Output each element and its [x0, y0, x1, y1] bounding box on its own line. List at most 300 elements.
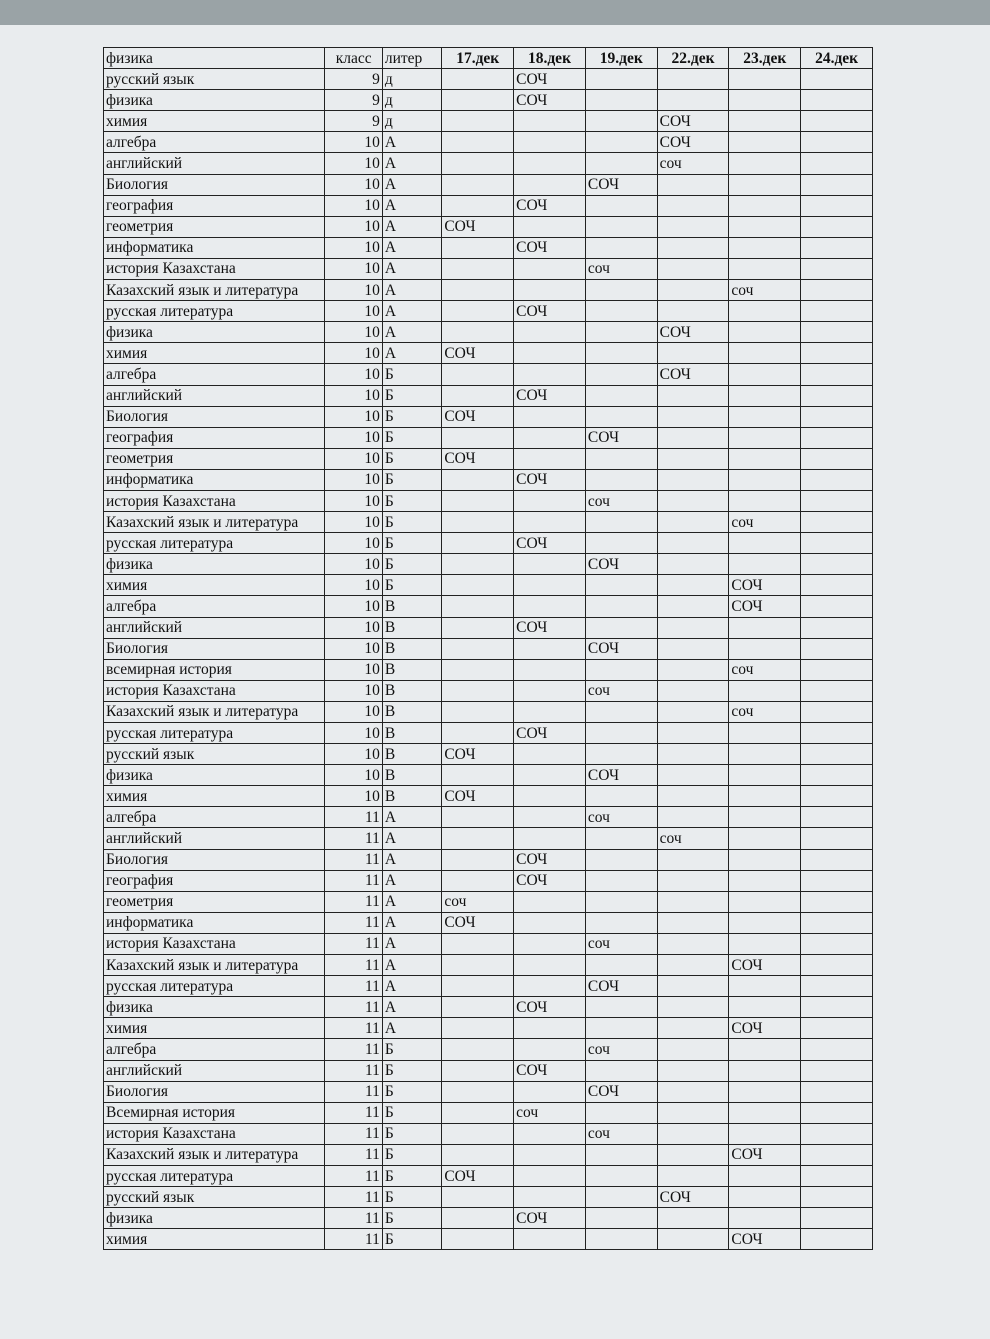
exam-cell — [729, 617, 801, 638]
class-cell: 10 — [325, 132, 382, 153]
exam-cell — [585, 533, 657, 554]
exam-cell — [442, 554, 514, 575]
exam-cell — [585, 512, 657, 533]
exam-cell — [801, 955, 873, 976]
exam-cell — [801, 723, 873, 744]
subject-cell: география — [104, 427, 325, 448]
exam-cell: СОЧ — [585, 174, 657, 195]
exam-cell — [514, 933, 586, 954]
table-row — [104, 955, 873, 976]
exam-cell — [729, 533, 801, 554]
exam-cell — [657, 1102, 729, 1123]
table-row — [104, 90, 873, 111]
table-row — [104, 744, 873, 765]
table-row — [104, 807, 873, 828]
exam-cell — [442, 701, 514, 722]
liter-cell: Б — [382, 1144, 441, 1165]
exam-cell — [729, 723, 801, 744]
subject-cell: история Казахстана — [104, 933, 325, 954]
class-cell: 10 — [325, 744, 382, 765]
exam-cell — [729, 1123, 801, 1144]
class-cell: 11 — [325, 1018, 382, 1039]
table-row — [104, 997, 873, 1018]
liter-cell: А — [382, 870, 441, 891]
exam-cell — [657, 406, 729, 427]
class-cell: 10 — [325, 786, 382, 807]
exam-cell — [729, 258, 801, 279]
exam-cell — [729, 69, 801, 90]
exam-cell — [729, 364, 801, 385]
exam-cell — [514, 448, 586, 469]
exam-cell — [514, 343, 586, 364]
exam-cell — [442, 280, 514, 301]
liter-cell: Б — [382, 1165, 441, 1186]
class-cell: 9 — [325, 111, 382, 132]
table-row — [104, 237, 873, 258]
exam-cell — [657, 385, 729, 406]
exam-cell — [585, 617, 657, 638]
exam-cell: СОЧ — [514, 1060, 586, 1081]
table-row — [104, 912, 873, 933]
class-cell: 11 — [325, 1081, 382, 1102]
exam-cell — [801, 1165, 873, 1186]
exam-cell — [657, 997, 729, 1018]
subject-cell: алгебра — [104, 132, 325, 153]
exam-cell — [657, 69, 729, 90]
liter-cell: А — [382, 301, 441, 322]
exam-cell — [514, 955, 586, 976]
liter-cell: А — [382, 216, 441, 237]
exam-cell — [514, 512, 586, 533]
exam-cell — [801, 343, 873, 364]
exam-cell — [585, 744, 657, 765]
exam-cell — [442, 364, 514, 385]
table-row — [104, 1229, 873, 1250]
exam-cell — [729, 237, 801, 258]
exam-cell — [657, 1165, 729, 1186]
subject-cell: русская литература — [104, 533, 325, 554]
table-row — [104, 1208, 873, 1229]
exam-cell — [801, 765, 873, 786]
exam-cell — [442, 258, 514, 279]
subject-cell: алгебра — [104, 807, 325, 828]
table-row — [104, 132, 873, 153]
exam-cell — [442, 174, 514, 195]
table-row — [104, 406, 873, 427]
exam-cell: СОЧ — [657, 1187, 729, 1208]
exam-cell: СОЧ — [585, 765, 657, 786]
class-cell: 9 — [325, 90, 382, 111]
exam-cell — [585, 1208, 657, 1229]
exam-cell: СОЧ — [514, 469, 586, 490]
exam-cell: соч — [585, 807, 657, 828]
exam-cell — [585, 132, 657, 153]
exam-cell — [801, 301, 873, 322]
exam-cell — [585, 195, 657, 216]
subject-cell: Биология — [104, 174, 325, 195]
subject-cell: алгебра — [104, 364, 325, 385]
exam-cell — [514, 111, 586, 132]
exam-cell — [657, 955, 729, 976]
exam-cell: соч — [585, 680, 657, 701]
exam-cell — [514, 280, 586, 301]
exam-cell — [585, 1144, 657, 1165]
table-row — [104, 322, 873, 343]
header-class: класс — [325, 48, 382, 69]
liter-cell: Б — [382, 1081, 441, 1102]
exam-cell — [585, 343, 657, 364]
liter-cell: Б — [382, 533, 441, 554]
table-row — [104, 701, 873, 722]
exam-cell — [729, 385, 801, 406]
class-cell: 10 — [325, 258, 382, 279]
liter-cell: Б — [382, 406, 441, 427]
exam-cell — [657, 744, 729, 765]
exam-cell — [514, 1144, 586, 1165]
exam-cell — [514, 132, 586, 153]
class-cell: 11 — [325, 807, 382, 828]
class-cell: 10 — [325, 153, 382, 174]
class-cell: 11 — [325, 1039, 382, 1060]
table-row — [104, 575, 873, 596]
table-row — [104, 385, 873, 406]
exam-cell — [801, 680, 873, 701]
class-cell: 10 — [325, 680, 382, 701]
table-body — [104, 69, 873, 1250]
exam-cell — [801, 406, 873, 427]
exam-cell: СОЧ — [514, 617, 586, 638]
class-cell: 11 — [325, 1187, 382, 1208]
exam-cell: СОЧ — [729, 596, 801, 617]
exam-cell — [729, 448, 801, 469]
exam-cell: СОЧ — [514, 69, 586, 90]
exam-cell — [801, 533, 873, 554]
exam-cell — [729, 744, 801, 765]
header-date: 19.дек — [585, 48, 657, 69]
exam-cell — [585, 955, 657, 976]
exam-cell — [585, 723, 657, 744]
class-cell: 10 — [325, 301, 382, 322]
exam-cell — [657, 638, 729, 659]
subject-cell: Биология — [104, 1081, 325, 1102]
exam-cell — [729, 638, 801, 659]
exam-cell: СОЧ — [585, 554, 657, 575]
exam-cell — [514, 807, 586, 828]
class-cell: 10 — [325, 533, 382, 554]
exam-cell — [729, 765, 801, 786]
table-row — [104, 723, 873, 744]
exam-cell — [442, 1229, 514, 1250]
table-row — [104, 364, 873, 385]
subject-cell: алгебра — [104, 1039, 325, 1060]
exam-cell: соч — [585, 933, 657, 954]
exam-cell — [729, 111, 801, 132]
exam-cell: соч — [585, 1123, 657, 1144]
subject-cell: химия — [104, 343, 325, 364]
exam-cell — [801, 364, 873, 385]
exam-cell — [801, 912, 873, 933]
exam-cell — [442, 322, 514, 343]
liter-cell: В — [382, 638, 441, 659]
exam-cell — [585, 364, 657, 385]
subject-cell: физика — [104, 554, 325, 575]
exam-cell: СОЧ — [585, 976, 657, 997]
exam-cell — [585, 575, 657, 596]
exam-cell — [442, 111, 514, 132]
liter-cell: Б — [382, 469, 441, 490]
liter-cell: А — [382, 174, 441, 195]
exam-cell: СОЧ — [514, 533, 586, 554]
exam-cell — [514, 490, 586, 511]
exam-cell — [442, 680, 514, 701]
exam-cell: соч — [657, 153, 729, 174]
class-cell: 10 — [325, 659, 382, 680]
subject-cell: Казахский язык и литература — [104, 701, 325, 722]
table-row — [104, 1123, 873, 1144]
liter-cell: Б — [382, 1102, 441, 1123]
subject-cell: английский — [104, 153, 325, 174]
exam-cell — [657, 659, 729, 680]
header-date: 24.дек — [801, 48, 873, 69]
class-cell: 10 — [325, 322, 382, 343]
liter-cell: А — [382, 343, 441, 364]
exam-cell — [801, 132, 873, 153]
subject-cell: всемирная история — [104, 659, 325, 680]
exam-cell — [442, 997, 514, 1018]
subject-cell: Биология — [104, 406, 325, 427]
exam-cell — [657, 216, 729, 237]
exam-cell — [442, 153, 514, 174]
subject-cell: Всемирная история — [104, 1102, 325, 1123]
exam-cell — [442, 237, 514, 258]
exam-cell: СОЧ — [729, 575, 801, 596]
class-cell: 10 — [325, 364, 382, 385]
table-row — [104, 1165, 873, 1186]
exam-cell — [729, 90, 801, 111]
exam-cell — [514, 1187, 586, 1208]
exam-cell — [657, 723, 729, 744]
table-row — [104, 659, 873, 680]
subject-cell: физика — [104, 997, 325, 1018]
exam-cell — [729, 343, 801, 364]
exam-cell — [514, 976, 586, 997]
exam-cell: соч — [442, 891, 514, 912]
exam-cell — [801, 90, 873, 111]
exam-cell — [801, 554, 873, 575]
table-row — [104, 891, 873, 912]
exam-cell — [442, 765, 514, 786]
liter-cell: А — [382, 976, 441, 997]
exam-cell — [514, 765, 586, 786]
exam-cell — [729, 195, 801, 216]
exam-cell — [729, 216, 801, 237]
class-cell: 11 — [325, 1165, 382, 1186]
exam-cell — [801, 1123, 873, 1144]
exam-cell — [585, 322, 657, 343]
table-row — [104, 174, 873, 195]
exam-cell — [585, 596, 657, 617]
exam-cell — [585, 385, 657, 406]
exam-cell — [514, 1081, 586, 1102]
exam-cell — [729, 427, 801, 448]
table-row — [104, 1187, 873, 1208]
liter-cell: А — [382, 258, 441, 279]
class-cell: 10 — [325, 596, 382, 617]
exam-cell — [657, 490, 729, 511]
class-cell: 10 — [325, 723, 382, 744]
exam-cell — [514, 575, 586, 596]
exam-cell — [585, 912, 657, 933]
class-cell: 11 — [325, 1208, 382, 1229]
class-cell: 11 — [325, 933, 382, 954]
exam-cell: соч — [729, 512, 801, 533]
exam-cell — [657, 1018, 729, 1039]
exam-cell — [801, 1187, 873, 1208]
class-cell: 9 — [325, 69, 382, 90]
exam-cell — [729, 933, 801, 954]
subject-cell: английский — [104, 1060, 325, 1081]
exam-cell — [801, 385, 873, 406]
liter-cell: А — [382, 912, 441, 933]
liter-cell: В — [382, 723, 441, 744]
exam-cell — [442, 512, 514, 533]
table-row — [104, 490, 873, 511]
exam-cell — [514, 596, 586, 617]
liter-cell: А — [382, 153, 441, 174]
exam-cell — [442, 596, 514, 617]
exam-cell — [729, 554, 801, 575]
liter-cell: Б — [382, 448, 441, 469]
class-cell: 10 — [325, 765, 382, 786]
subject-cell: русская литература — [104, 301, 325, 322]
subject-cell: Казахский язык и литература — [104, 512, 325, 533]
exam-cell — [514, 1018, 586, 1039]
table-row — [104, 301, 873, 322]
liter-cell: д — [382, 111, 441, 132]
subject-cell: химия — [104, 575, 325, 596]
exam-cell — [801, 512, 873, 533]
exam-cell — [585, 1165, 657, 1186]
class-cell: 10 — [325, 701, 382, 722]
exam-cell: СОЧ — [657, 111, 729, 132]
exam-cell: СОЧ — [729, 1229, 801, 1250]
exam-cell — [514, 786, 586, 807]
exam-cell: СОЧ — [657, 364, 729, 385]
exam-cell — [657, 301, 729, 322]
class-cell: 11 — [325, 828, 382, 849]
exam-cell — [801, 575, 873, 596]
class-cell: 11 — [325, 955, 382, 976]
liter-cell: А — [382, 322, 441, 343]
liter-cell: А — [382, 195, 441, 216]
exam-cell: соч — [585, 490, 657, 511]
exam-cell — [442, 933, 514, 954]
header-subject: физика — [104, 48, 325, 69]
liter-cell: Б — [382, 364, 441, 385]
class-cell: 10 — [325, 385, 382, 406]
subject-cell: география — [104, 870, 325, 891]
exam-cell — [585, 659, 657, 680]
subject-cell: информатика — [104, 469, 325, 490]
exam-cell — [801, 1018, 873, 1039]
exam-cell — [657, 280, 729, 301]
subject-cell: физика — [104, 90, 325, 111]
exam-cell — [514, 153, 586, 174]
subject-cell: Биология — [104, 849, 325, 870]
exam-cell — [657, 469, 729, 490]
exam-cell — [801, 322, 873, 343]
class-cell: 10 — [325, 216, 382, 237]
exam-cell: СОЧ — [442, 216, 514, 237]
exam-cell — [657, 1039, 729, 1060]
table-row — [104, 1039, 873, 1060]
liter-cell: В — [382, 617, 441, 638]
exam-cell — [657, 174, 729, 195]
liter-cell: Б — [382, 427, 441, 448]
liter-cell: В — [382, 744, 441, 765]
table-row — [104, 448, 873, 469]
exam-cell — [585, 280, 657, 301]
exam-cell — [442, 1102, 514, 1123]
exam-cell — [657, 1060, 729, 1081]
exam-cell — [801, 870, 873, 891]
subject-cell: русская литература — [104, 723, 325, 744]
subject-cell: химия — [104, 111, 325, 132]
table-row — [104, 765, 873, 786]
exam-cell: СОЧ — [585, 1081, 657, 1102]
exam-cell — [585, 469, 657, 490]
exam-cell — [729, 680, 801, 701]
exam-cell — [657, 195, 729, 216]
exam-cell — [442, 659, 514, 680]
exam-cell — [514, 427, 586, 448]
exam-cell — [657, 1229, 729, 1250]
subject-cell: информатика — [104, 912, 325, 933]
exam-cell — [514, 216, 586, 237]
exam-cell — [657, 448, 729, 469]
exam-cell — [729, 153, 801, 174]
class-cell: 11 — [325, 891, 382, 912]
subject-cell: русская литература — [104, 976, 325, 997]
exam-cell — [729, 997, 801, 1018]
exam-cell — [801, 69, 873, 90]
exam-cell — [801, 1144, 873, 1165]
liter-cell: А — [382, 807, 441, 828]
exam-cell — [657, 343, 729, 364]
exam-cell: СОЧ — [729, 1018, 801, 1039]
exam-cell — [514, 701, 586, 722]
liter-cell: А — [382, 132, 441, 153]
exam-cell — [657, 554, 729, 575]
liter-cell: А — [382, 955, 441, 976]
exam-cell — [729, 828, 801, 849]
exam-cell — [657, 617, 729, 638]
liter-cell: Б — [382, 385, 441, 406]
table-row — [104, 617, 873, 638]
exam-cell: СОЧ — [657, 132, 729, 153]
exam-cell — [442, 469, 514, 490]
exam-cell — [801, 258, 873, 279]
liter-cell: Б — [382, 554, 441, 575]
exam-cell — [585, 891, 657, 912]
class-cell: 10 — [325, 448, 382, 469]
exam-cell — [442, 1018, 514, 1039]
exam-cell — [801, 617, 873, 638]
exam-cell — [657, 933, 729, 954]
exam-cell — [729, 786, 801, 807]
exam-cell — [585, 828, 657, 849]
exam-cell: СОЧ — [442, 406, 514, 427]
